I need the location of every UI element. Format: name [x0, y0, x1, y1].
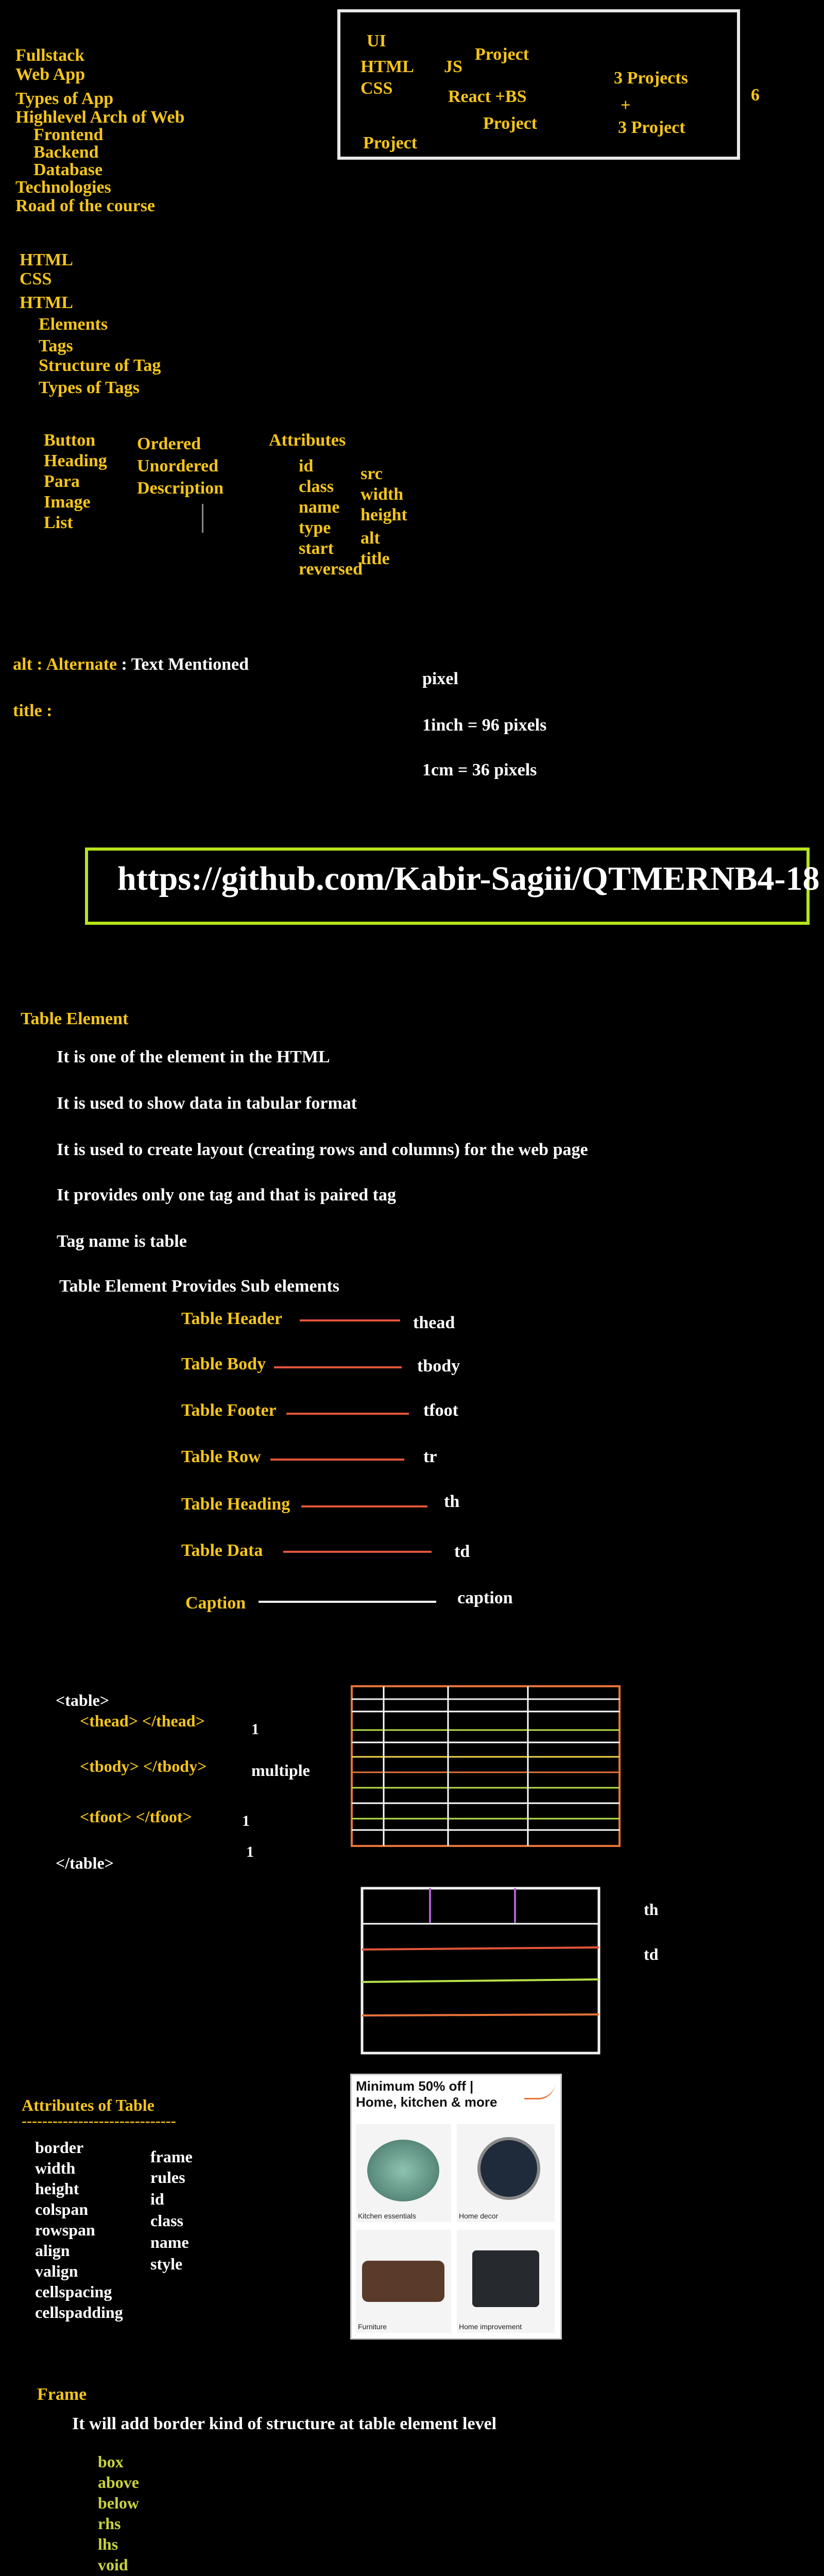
- table-attr: rowspan: [35, 2221, 95, 2239]
- table-attr: width: [35, 2159, 76, 2177]
- pixel-note: pixel: [422, 669, 458, 688]
- table-point: It provides only one tag and that is paired tag: [57, 1185, 396, 1205]
- attribute-item: reversed: [299, 560, 363, 579]
- code-thead: <thead> </thead>: [80, 1711, 205, 1730]
- html-list-item: Elements: [39, 315, 108, 334]
- promo-tile[interactable]: [356, 2124, 451, 2222]
- promo-card[interactable]: [350, 2074, 562, 2340]
- projects-project-a: Project: [475, 45, 529, 64]
- attribute-item: alt: [360, 529, 380, 548]
- table-attr: rules: [150, 2168, 185, 2187]
- th-td-diagram: [360, 1887, 603, 2057]
- code-one: 1: [246, 1843, 254, 1860]
- grid-outline: [352, 1686, 620, 1846]
- promo-tile-label: Home decor: [459, 2212, 499, 2220]
- attribute-item: class: [299, 477, 334, 496]
- attribute-item: height: [360, 505, 407, 524]
- grid-row-line: [362, 2014, 599, 2015]
- divider: [202, 504, 203, 533]
- pixel-note: 1cm = 36 pixels: [422, 760, 537, 779]
- promo-tile[interactable]: [457, 2124, 555, 2222]
- table-point: Tag name is table: [57, 1232, 187, 1251]
- arrow-line: [283, 1551, 432, 1553]
- frame-heading: Frame: [37, 2385, 87, 2404]
- promo-title: Minimum 50% off | Home, kitchen & more: [356, 2078, 497, 2110]
- arrow-line: [286, 1413, 409, 1415]
- projects-plus: +: [621, 96, 631, 115]
- repo-link[interactable]: https://github.com/Kabir-Sagiii/QTMERNB4-18: [117, 860, 820, 897]
- arrow-line: [274, 1366, 402, 1368]
- alt-label: alt : Alternate: [13, 655, 117, 674]
- sub-element-tag: tbody: [417, 1357, 460, 1376]
- table-attr: style: [150, 2255, 183, 2273]
- sub-element-name: Table Header: [181, 1309, 283, 1328]
- sub-element-tag: thead: [413, 1313, 455, 1332]
- table-attr: valign: [35, 2262, 78, 2280]
- sub-element-tag: th: [444, 1492, 460, 1511]
- table-point: Table Element Provides Sub elements: [59, 1277, 340, 1296]
- sub-element-name: Table Body: [181, 1354, 266, 1374]
- html-list-item: HTML: [20, 293, 73, 312]
- table-attr: height: [35, 2179, 79, 2198]
- frame-value: below: [98, 2494, 139, 2512]
- html-list-item: Tags: [39, 336, 73, 355]
- tag-item: Button: [44, 431, 96, 450]
- outline-item: Road of the course: [15, 196, 156, 215]
- alt-desc: : Text Mentioned: [117, 655, 249, 674]
- td-label: td: [644, 1945, 659, 1963]
- attribute-item: width: [360, 485, 404, 504]
- list-type: Unordered: [137, 456, 219, 476]
- code-tfoot: <tfoot> </tfoot>: [80, 1807, 192, 1826]
- promo-tile-label: Furniture: [358, 2323, 387, 2331]
- table-attr: class: [150, 2211, 183, 2230]
- html-list-item: HTML: [20, 250, 73, 269]
- arrow-line: [300, 1319, 400, 1321]
- projects-ui: UI: [367, 31, 386, 50]
- tag-item: List: [44, 513, 73, 532]
- projects-react-bs: React +BS: [448, 87, 527, 106]
- tag-item: Para: [44, 472, 80, 491]
- promo-tile-label: Kitchen essentials: [358, 2212, 416, 2220]
- pixel-note: 1inch = 96 pixels: [422, 716, 547, 735]
- arrow-line: [259, 1601, 436, 1603]
- outline-item: Database: [33, 160, 103, 179]
- grid-row-line: [362, 1947, 599, 1950]
- projects-css: CSS: [360, 79, 393, 98]
- sofa-icon: [362, 2261, 444, 2302]
- code-one: 1: [251, 1721, 259, 1738]
- clock-icon: [477, 2137, 540, 2200]
- frame-value: rhs: [98, 2514, 121, 2533]
- code-tbody: <tbody> </tbody>: [80, 1757, 207, 1775]
- table-attrs-heading: Attributes of Table: [22, 2096, 154, 2114]
- projects-three-projects: 3 Projects: [614, 69, 688, 88]
- projects-js: JS: [444, 57, 462, 76]
- table-point: It is used to show data in tabular format: [57, 1094, 357, 1113]
- html-list-item: Types of Tags: [39, 378, 140, 397]
- sub-element-tag: tfoot: [423, 1401, 458, 1420]
- html-list-item: Structure of Tag: [39, 356, 161, 375]
- sub-element-name: Table Data: [181, 1541, 263, 1560]
- table-point: It is one of the element in the HTML: [57, 1047, 330, 1066]
- table-attr: align: [35, 2241, 70, 2260]
- attribute-item: title: [360, 549, 390, 568]
- table-element-heading: Table Element: [21, 1009, 129, 1028]
- attribute-item: src: [360, 464, 383, 483]
- outline-item: Fullstack: [15, 46, 85, 65]
- alt-note: [13, 654, 249, 674]
- frame-desc: It will add border kind of structure at table element level: [72, 2414, 497, 2433]
- sub-element-tag: td: [454, 1542, 470, 1561]
- frame-value: above: [98, 2473, 139, 2492]
- frame-value: void: [98, 2555, 128, 2574]
- sub-element-tag: tr: [423, 1447, 437, 1466]
- promo-tile[interactable]: [356, 2230, 451, 2333]
- safe-icon: [472, 2250, 539, 2307]
- table-grid-diagram: [350, 1685, 623, 1850]
- table-point: It is used to create layout (creating rows and columns) for the web page: [57, 1140, 588, 1159]
- projects-project-b: Project: [363, 133, 418, 152]
- grid-row-line: [362, 1979, 599, 1982]
- projects-three-project: 3 Project: [618, 118, 685, 137]
- grid-outline: [362, 1888, 599, 2053]
- kitchen-icon: [367, 2140, 439, 2201]
- promo-tile[interactable]: [457, 2230, 555, 2333]
- sub-element-tag: caption: [457, 1588, 513, 1607]
- outline-item: Technologies: [15, 178, 111, 197]
- projects-project-c: Project: [483, 114, 538, 133]
- arrow-line: [301, 1505, 427, 1507]
- table-attr: cellspacing: [35, 2282, 112, 2301]
- code-multiple: multiple: [251, 1761, 310, 1780]
- sub-element-name: Table Footer: [181, 1401, 277, 1420]
- outline-item: Backend: [33, 143, 99, 162]
- table-attr: border: [35, 2138, 84, 2157]
- title-note: title :: [13, 701, 53, 720]
- table-attr: frame: [150, 2147, 193, 2166]
- projects-six: 6: [751, 86, 760, 105]
- sub-element-name: Table Row: [181, 1447, 261, 1466]
- sub-element-name: Table Heading: [181, 1495, 290, 1514]
- projects-html: HTML: [360, 57, 414, 76]
- attribute-item: id: [299, 456, 314, 476]
- table-attr: cellspadding: [35, 2303, 123, 2321]
- attribute-item: type: [299, 518, 331, 537]
- outline-item: Types of App: [15, 89, 114, 108]
- table-attrs-underline: ------------------------------: [22, 2112, 176, 2129]
- promo-smile-icon: [524, 2082, 555, 2099]
- code-one: 1: [242, 1812, 250, 1829]
- outline-item: Frontend: [33, 125, 104, 144]
- code-table-open: <table>: [56, 1691, 110, 1709]
- attribute-item: name: [299, 498, 340, 517]
- frame-value: box: [98, 2452, 124, 2471]
- sub-element-name: Caption: [185, 1594, 246, 1613]
- table-attr: id: [150, 2190, 164, 2208]
- promo-tile-label: Home improvement: [459, 2323, 522, 2331]
- outline-item: Web App: [15, 65, 85, 84]
- tag-item: Image: [44, 493, 91, 512]
- list-type: Description: [137, 479, 224, 498]
- list-type: Ordered: [137, 434, 201, 453]
- code-table-close: </table>: [56, 1854, 114, 1872]
- attributes-heading: Attributes: [269, 431, 346, 450]
- arrow-line: [270, 1459, 404, 1461]
- html-list-item: CSS: [20, 269, 52, 289]
- th-label: th: [644, 1900, 659, 1919]
- frame-value: lhs: [98, 2535, 118, 2553]
- tag-item: Heading: [44, 451, 107, 470]
- outline-item: Highlevel Arch of Web: [15, 108, 185, 127]
- attribute-item: start: [299, 539, 334, 558]
- table-attr: name: [150, 2233, 189, 2251]
- table-attr: colspan: [35, 2200, 89, 2218]
